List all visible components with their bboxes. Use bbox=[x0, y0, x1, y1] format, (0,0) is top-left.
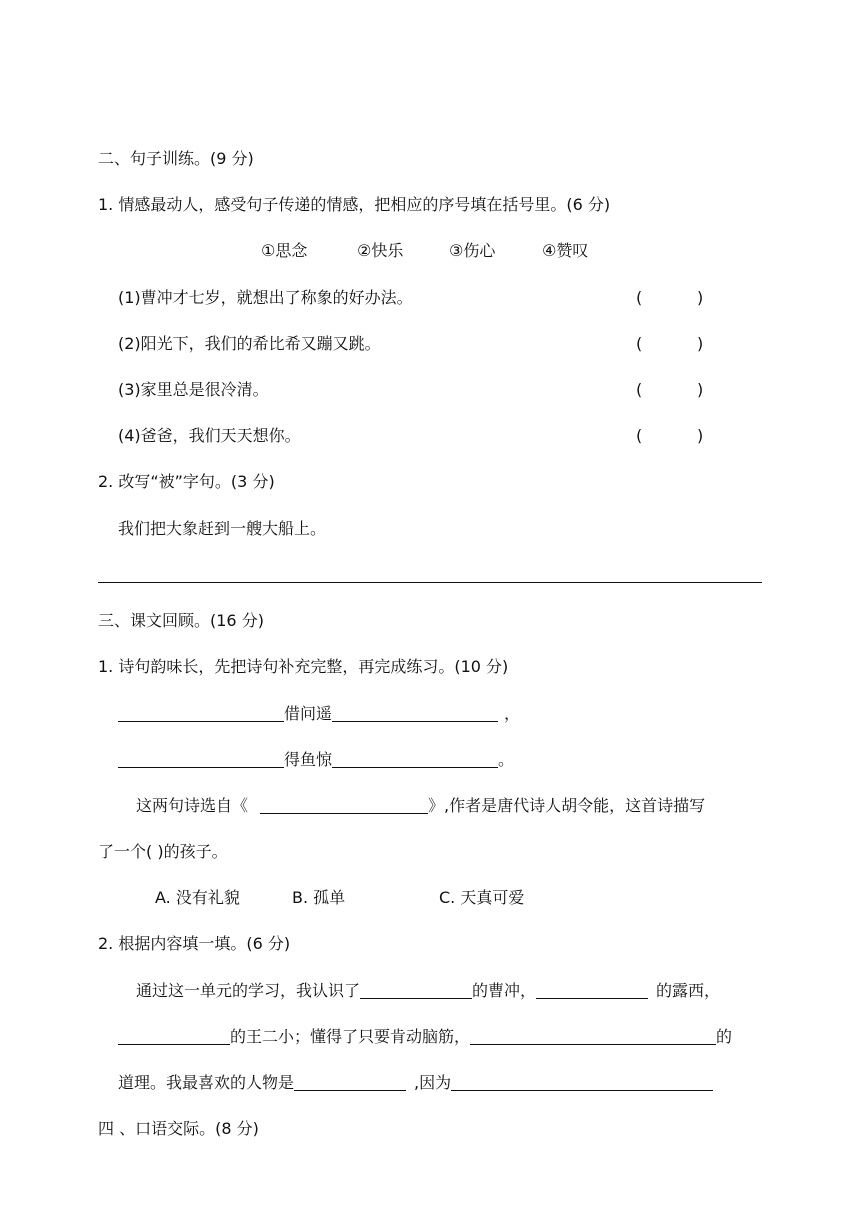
sentence-item-4: (4)爸爸，我们天天想你。 bbox=[118, 426, 301, 445]
fill-line-3 bbox=[118, 1072, 713, 1094]
fill-blank-1[interactable] bbox=[360, 982, 472, 999]
fill-text-1c: 的露西， bbox=[656, 981, 721, 1000]
emotion-choice-4: ④赞叹 bbox=[542, 241, 589, 260]
emotion-choice-2: ②快乐 bbox=[357, 241, 404, 260]
fill-text-3a: 道理。我最喜欢的人物是 bbox=[118, 1073, 295, 1092]
fill-blank-3[interactable] bbox=[118, 1028, 230, 1045]
fill-text-2b: 的 bbox=[716, 1027, 733, 1046]
fill-line-2 bbox=[118, 1026, 732, 1048]
sentence-item-1: (1)曹冲才七岁，就想出了称象的好办法。 bbox=[118, 288, 413, 307]
poem-source-text-b: 》,作者是唐代诗人胡令能，这首诗描写 bbox=[428, 796, 706, 815]
question-3-1-prompt: 1. 诗句韵味长，先把诗句补充完整，再完成练习。(10 分) bbox=[98, 657, 509, 676]
poem-blank-3[interactable] bbox=[118, 751, 284, 768]
fill-text-2a: 的王二小；懂得了只要肯动脑筋， bbox=[230, 1027, 471, 1046]
fill-blank-2[interactable] bbox=[536, 982, 648, 999]
fill-text-1a: 通过这一单元的学习，我认识了 bbox=[136, 981, 361, 1000]
question-3-2-prompt: 2. 根据内容填一填。(6 分) bbox=[98, 934, 291, 953]
answer-paren-close-4: ) bbox=[697, 426, 704, 445]
answer-paren-close-1: ) bbox=[697, 288, 704, 307]
poem-line-2-mid: 得鱼惊 bbox=[284, 750, 333, 769]
fill-line-1 bbox=[136, 980, 720, 1002]
poem-title-blank[interactable] bbox=[260, 797, 428, 814]
poem-source-text-c: 了一个( )的孩子。 bbox=[98, 842, 228, 861]
poem-source-text-a: 这两句诗选自《 bbox=[136, 796, 249, 815]
poem-line-2-end: 。 bbox=[498, 750, 515, 769]
poem-blank-4[interactable] bbox=[332, 751, 498, 768]
poem-line-2 bbox=[118, 749, 514, 771]
answer-paren-open-1: ( bbox=[636, 288, 643, 307]
fill-text-3b: ,因为 bbox=[414, 1073, 452, 1092]
question-2-2-prompt: 2. 改写“被”字句。(3 分) bbox=[98, 472, 275, 491]
fill-text-1b: 的曹冲， bbox=[472, 981, 537, 1000]
poem-line-1-mid: 借问遥 bbox=[284, 704, 333, 723]
fill-blank-5[interactable] bbox=[294, 1074, 406, 1091]
answer-paren-open-2: ( bbox=[636, 334, 643, 353]
fill-blank-6[interactable] bbox=[451, 1074, 713, 1091]
poem-blank-1[interactable] bbox=[118, 705, 284, 722]
rewrite-source-sentence: 我们把大象赶到一艘大船上。 bbox=[118, 519, 327, 538]
option-b[interactable]: B. 孤单 bbox=[292, 888, 346, 907]
question-2-1-prompt: 1. 情感最动人，感受句子传递的情感，把相应的序号填在括号里。(6 分) bbox=[98, 195, 611, 214]
emotion-choice-1: ①思念 bbox=[261, 241, 308, 260]
sentence-item-2: (2)阳光下，我们的希比希又蹦又跳。 bbox=[118, 334, 381, 353]
section-4-title: 四 、口语交际。(8 分) bbox=[98, 1119, 259, 1138]
poem-source-line bbox=[136, 795, 705, 817]
answer-line[interactable] bbox=[98, 582, 762, 583]
sentence-item-3: (3)家里总是很冷清。 bbox=[118, 380, 269, 399]
section-2-title: 二、句子训练。(9 分) bbox=[98, 149, 254, 168]
section-3-title: 三、课文回顾。(16 分) bbox=[98, 611, 264, 630]
emotion-choice-3: ③伤心 bbox=[449, 241, 496, 260]
answer-paren-open-4: ( bbox=[636, 426, 643, 445]
poem-line-1-end: ， bbox=[504, 704, 521, 723]
answer-paren-close-2: ) bbox=[697, 334, 704, 353]
option-a[interactable]: A. 没有礼貌 bbox=[155, 888, 240, 907]
fill-blank-4[interactable] bbox=[470, 1028, 716, 1045]
answer-paren-open-3: ( bbox=[636, 380, 643, 399]
answer-paren-close-3: ) bbox=[697, 380, 704, 399]
poem-line-1 bbox=[118, 703, 520, 725]
poem-blank-2[interactable] bbox=[332, 705, 498, 722]
option-c[interactable]: C. 天真可爱 bbox=[439, 888, 525, 907]
